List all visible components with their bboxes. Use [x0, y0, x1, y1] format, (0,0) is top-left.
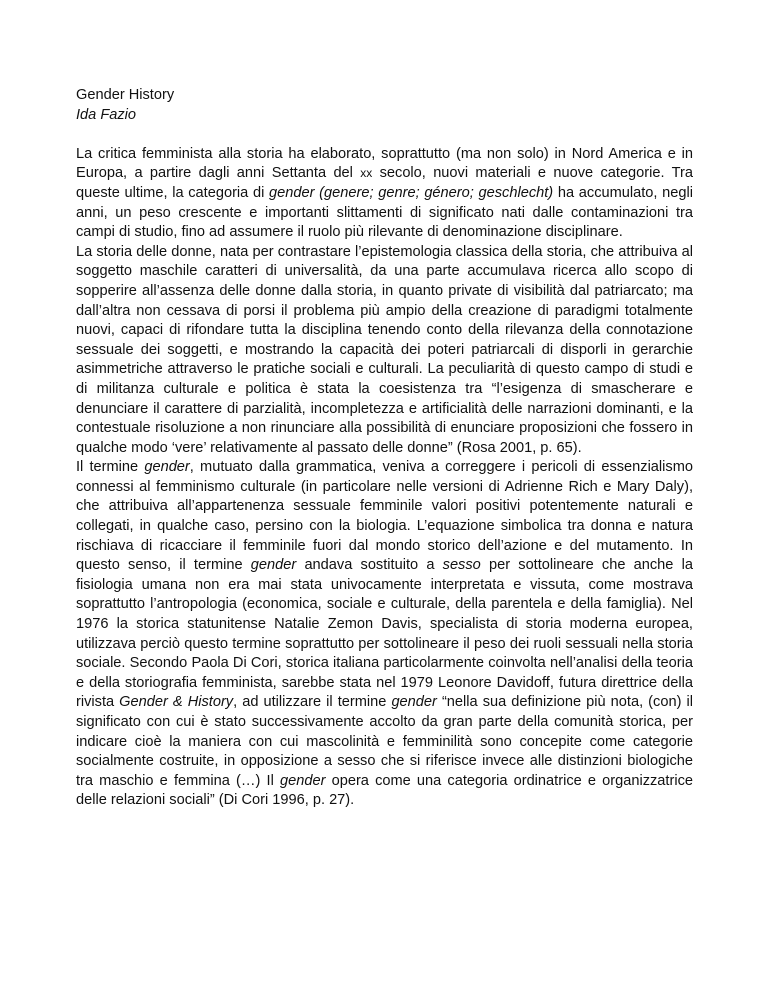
- term-gender: gender: [391, 694, 437, 711]
- text-run: La critica femminista alla storia ha elaborato, soprattutto (ma non solo) in Nord America e in Europa, a partire dagli anni Settanta del: [76, 145, 693, 182]
- text-run: Il termine: [76, 459, 145, 476]
- century-numeral: xx: [360, 166, 373, 181]
- term-gender: gender: [279, 772, 326, 789]
- text-run: andava sostituito a: [296, 557, 443, 574]
- term-gender: gender: [144, 459, 190, 476]
- term-gender: gender: [250, 557, 297, 574]
- text-run: ha accumulato, negli anni, un peso crescente e importanti slittamenti di significato nati dalle contaminazioni tra campi di studio, fino ad assumere il ruolo più rilevante di denominazione disciplinare.: [76, 184, 693, 241]
- text-run: , mutuato dalla grammatica, veniva a correggere i pericoli di essenzialismo connessi al femminismo culturale (in particolare nelle versioni di Adrienne Rich e Mary Daly), che attribuiva all’appartenenza sessuale femminile valori positivi potentemente naturali e collegati, in qualche caso, persino con la biologia. L’equazione simbolica tra donna e natura rischiava di ricacciare il femminile fuori dal mondo storico dell’azione e del mutamento. In questo senso, il termine: [76, 459, 693, 574]
- paragraph-womens-history: La storia delle donne, nata per contrastare l’epistemologia classica della storia, che attribuiva al soggetto maschile caratteri di universalità, da una parte accumulava ricerca allo scopo di sopperire all’assenza delle donne dalla storia, in quanto private di visibilità dal patriarcato; ma dall’altra non cessava di porsi il problema più ampio della creazione di paradigmi totalmente nuovi, capaci di rifondare tutta la disciplina tenendo conto della rilevanza della connotazione sessuale dei soggetti, e mostrando la capacità dei poteri patriarcali di disporli in gerarchie asimmetriche attraverso le pratiche sociali e culturali. La peculiarità di questo campo di studi e di militanza culturale e politica è stata la coesistenza tra “l’esigenza di smascherare e denunciare il carattere di parzialità, incompletezza e artificialità delle narrazioni dominanti, e la contestuale risoluzione a non rinunciare alla possibilità di enunciare proposizioni che fossero in qualche modo ‘vere’ relativamente al passato delle donne” (Rosa 2001, p. 65).: [76, 243, 693, 456]
- term-sesso: sesso: [442, 557, 481, 574]
- text-run: secolo, nuovi materiali e nuove categorie. Tra queste ultime, la categoria di: [76, 165, 693, 201]
- paragraph-intro: [76, 145, 693, 243]
- text-run: per sottolineare che anche la fisiologia umana non era mai stata univocamente interpretata e vissuta, come mostrava soprattutto l’antropologia (economica, sociale e culturale, della parentela e della famiglia). Nel 1976 la storica statunitense Natalie Zemon Davis, specialista di storia moderna europea, utilizzava perciò questo termine soprattutto per sottolineare il peso dei ruoli sessuali nella storia sociale. Secondo Paola Di Cori, storica italiana particolarmente coinvolta nell’analisi della teoria e della storiografia femminista, sarebbe stata nel 1979 Leonore Davidoff, futura direttrice della rivista: [76, 557, 693, 711]
- document-author: Ida Fazio: [76, 106, 137, 123]
- text-run: “nella sua definizione più nota, (con) il significato con cui è stato successivamente accolto da gran parte della comunità storica, per indicare cioè la maniera con cui mascolinità e femminilità sono concepite come categorie socialmente costruite, in opposizione a sesso che si riferisce invece alle distinzioni biologiche tra maschio e femmina (…) Il: [76, 694, 693, 789]
- text-run: , ad utilizzare il termine: [233, 694, 392, 711]
- spacer: [76, 125, 693, 145]
- document-page: [76, 86, 693, 811]
- gender-terms: gender (genere; genre; género; geschlecht): [269, 184, 554, 201]
- paragraph-gender-term: [76, 458, 693, 811]
- journal-title: Gender & History: [119, 694, 234, 711]
- document-title: Gender History: [76, 87, 175, 103]
- text-run: opera come una categoria ordinatrice e organizzatrice delle relazioni sociali” (Di Cori 1996, p. 27).: [76, 772, 693, 809]
